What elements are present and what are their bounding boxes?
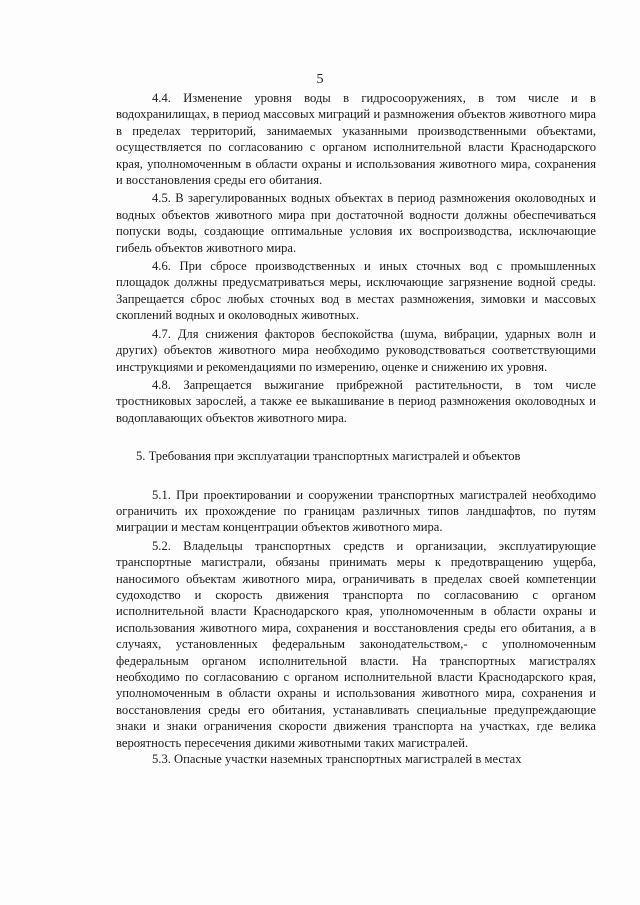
paragraph-5-2: 5.2. Владельцы транспортных средств и организации, эксплуатирующие транспортные магистрали, обязаны принимать меры к предотвращению ущерба, наносимого объектам животного мира, ограничивать в пределах своей компетенции судоходство и скорость движения транспорта по согласованию с органом исполнительной власти Краснодарского края, уполномоченным в области охраны и использования животного мира, сохранения и восстановления среды его обитания, а в случаях, установленных федеральным законодательством,- с уполномоченным федеральным органом исполнительной власти. На транспортных магистралях необходимо по согласованию с органом исполнительной власти Краснодарского края, уполномоченным в области охраны и использования животного мира, сохранения и восстановления среды его обитания, устанавливать специальные предупреждающие знаки и знаки ограничения скорости движения транспорта на участках, где велика вероятность пересечения дикими животными таких магистралей.	[116, 538, 596, 750]
section-5-heading: 5. Требования при эксплуатации транспортных магистралей и объектов	[136, 449, 521, 464]
paragraph-4-5: 4.5. В зарегулированных водных объектах в период размножения околоводных и водных объектов животного мира при достаточной водности должны обеспечиваться попуски воды, создающие оптимальные условия их воспроизводства, исключающие гибель объектов животного мира.	[116, 191, 596, 255]
paragraph-5-1: 5.1. При проектировании и сооружении транспортных магистралей необходимо ограничить их прохождение по границам различных типов ландшафтов, по путям миграции и местам концентрации объектов животного мира.	[116, 487, 596, 535]
document-body	[116, 90, 596, 767]
paragraph-4-7: 4.7. Для снижения факторов беспокойства (шума, вибрации, ударных волн и других) объектов животного мира необходимо руководствоваться соответствующими инструкциями и рекомендациями по измерению, оценке и снижению их уровня.	[116, 326, 596, 374]
paragraph-4-4: 4.4. Изменение уровня воды в гидросооружениях, в том числе и в водохранилищах, в период массовых миграций и размножения объектов животного мира в пределах территорий, занимаемых указанными производственными объектами, осуществляется по согласованию с органом исполнительной власти Краснодарского края, уполномоченным в области охраны и использования животного мира, сохранения и восстановления среды его обитания.	[116, 91, 596, 188]
paragraph-4-8: 4.8. Запрещается выжигание прибрежной растительности, в том числе тростниковых зарослей, а также ее выкашивание в период размножения околоводных и водоплавающих объектов животного мира.	[116, 377, 596, 425]
page-number: 5	[316, 72, 324, 87]
paragraph-5-3: 5.3. Опасные участки наземных транспортных магистралей в местах	[152, 752, 522, 767]
paragraph-4-6: 4.6. При сбросе производственных и иных сточных вод с промышленных площадок должны предусматриваться меры, исключающие загрязнение водной среды. Запрещается сброс любых сточных вод в местах размножения, зимовки и массовых скоплений водных и околоводных животных.	[116, 259, 596, 323]
